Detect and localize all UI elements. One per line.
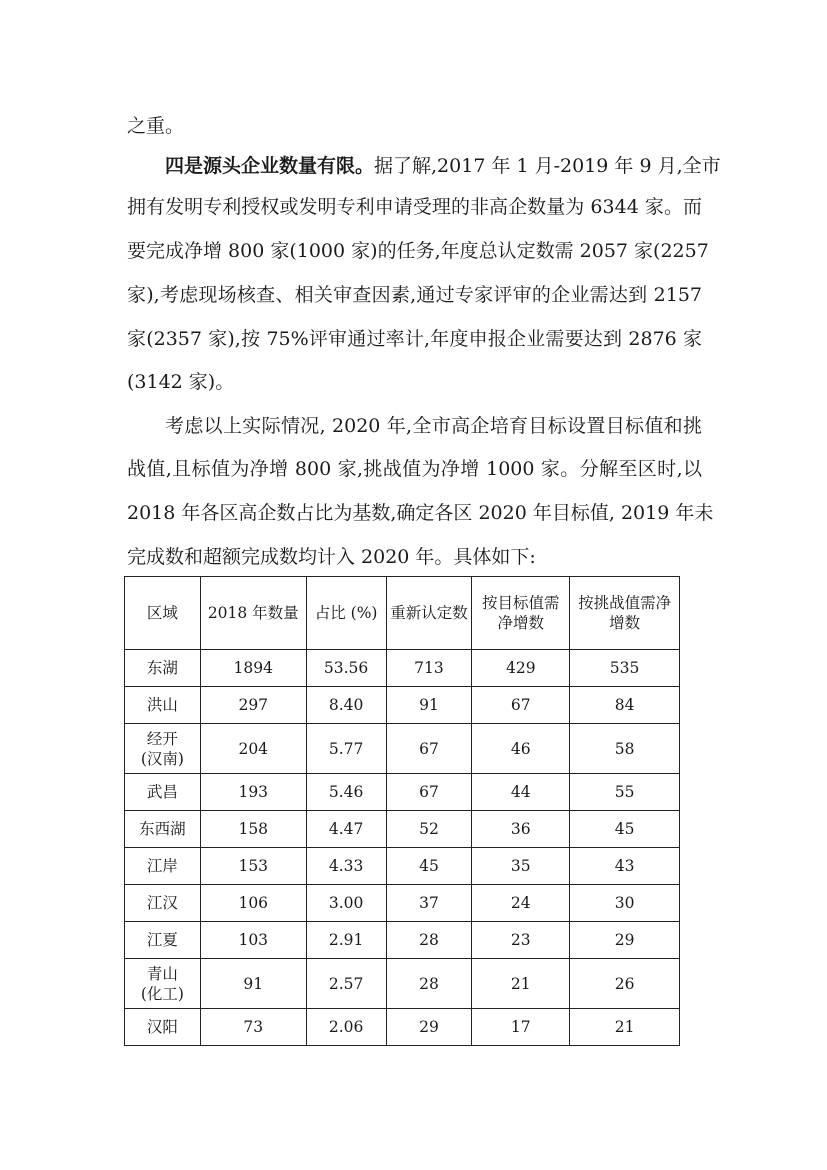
cell-count-2018: 73 bbox=[200, 1009, 306, 1046]
header-challenge bbox=[570, 577, 680, 650]
paragraph-text: 据了解,2017 年 1 月-2019 年 9 月,全市 bbox=[374, 155, 721, 177]
cell-count-2018: 204 bbox=[200, 724, 306, 774]
table-row bbox=[125, 650, 680, 687]
header-count-2018 bbox=[200, 577, 306, 650]
cell-region bbox=[125, 848, 201, 885]
cell-recert: 67 bbox=[386, 774, 472, 811]
cell-count-2018: 153 bbox=[200, 848, 306, 885]
cell-share: 2.91 bbox=[306, 922, 386, 959]
header-share bbox=[306, 577, 386, 650]
cell-share: 5.46 bbox=[306, 774, 386, 811]
cell-target: 23 bbox=[472, 922, 570, 959]
cell-share: 2.57 bbox=[306, 959, 386, 1009]
cell-challenge: 29 bbox=[570, 922, 680, 959]
table-row bbox=[125, 1009, 680, 1046]
cell-share: 2.06 bbox=[306, 1009, 386, 1046]
cell-target: 21 bbox=[472, 959, 570, 1009]
header-line: 净增数 bbox=[497, 614, 545, 632]
table-row bbox=[125, 922, 680, 959]
cell-count-2018: 1894 bbox=[200, 650, 306, 687]
bold-lead: 四是源头企业数量有限。 bbox=[165, 155, 375, 177]
header-line: 增数 bbox=[609, 614, 641, 632]
region-name: (化工) bbox=[140, 984, 184, 1003]
paragraph-line: (3142 家)。 bbox=[127, 371, 235, 393]
cell-region bbox=[125, 811, 201, 848]
paragraph-line: 2018 年各区高企数占比为基数,确定各区 2020 年目标值, 2019 年未 bbox=[127, 502, 714, 524]
cell-challenge: 535 bbox=[570, 650, 680, 687]
paragraph-line: 考虑以上实际情况, 2020 年,全市高企培育目标设置目标值和挑 bbox=[165, 415, 702, 437]
cell-count-2018: 297 bbox=[200, 687, 306, 724]
cell-recert: 91 bbox=[386, 687, 472, 724]
header-target bbox=[472, 577, 570, 650]
cell-count-2018: 193 bbox=[200, 774, 306, 811]
cell-region bbox=[125, 922, 201, 959]
paragraph-line: 家),考虑现场核查、相关审查因素,通过专家评审的企业需达到 2157 bbox=[127, 284, 702, 306]
paragraph-line: 完成数和超额完成数均计入 2020 年。具体如下: bbox=[127, 546, 536, 568]
cell-region bbox=[125, 650, 201, 687]
paragraph-line: 家(2357 家),按 75%评审通过率计,年度申报企业需要达到 2876 家 bbox=[127, 328, 702, 350]
paragraph-line: 拥有发明专利授权或发明专利申请受理的非高企数量为 6344 家。而 bbox=[127, 196, 702, 218]
region-name: 汉阳 bbox=[146, 1018, 178, 1036]
table-row bbox=[125, 885, 680, 922]
district-target-table bbox=[124, 576, 680, 1046]
cell-share: 4.33 bbox=[306, 848, 386, 885]
header-line: 按目标值需 bbox=[482, 594, 560, 612]
header-line: 按挑战值需净 bbox=[578, 594, 672, 612]
table-row bbox=[125, 959, 680, 1009]
cell-region bbox=[125, 687, 201, 724]
cell-count-2018: 91 bbox=[200, 959, 306, 1009]
cell-target: 35 bbox=[472, 848, 570, 885]
cell-recert: 37 bbox=[386, 885, 472, 922]
cell-challenge: 30 bbox=[570, 885, 680, 922]
cell-count-2018: 103 bbox=[200, 922, 306, 959]
header-line: 占比 (%) bbox=[314, 604, 378, 622]
table-row bbox=[125, 774, 680, 811]
cell-share: 4.47 bbox=[306, 811, 386, 848]
cell-target: 46 bbox=[472, 724, 570, 774]
region-name: 经开 bbox=[146, 729, 178, 748]
cell-challenge: 55 bbox=[570, 774, 680, 811]
cell-region bbox=[125, 774, 201, 811]
cell-challenge: 58 bbox=[570, 724, 680, 774]
cell-region bbox=[125, 959, 201, 1009]
table-row bbox=[125, 724, 680, 774]
cell-region bbox=[125, 1009, 201, 1046]
cell-challenge: 21 bbox=[570, 1009, 680, 1046]
cell-recert: 67 bbox=[386, 724, 472, 774]
cell-target: 24 bbox=[472, 885, 570, 922]
cell-challenge: 45 bbox=[570, 811, 680, 848]
cell-recert: 28 bbox=[386, 959, 472, 1009]
cell-target: 17 bbox=[472, 1009, 570, 1046]
cell-recert: 45 bbox=[386, 848, 472, 885]
cell-share: 5.77 bbox=[306, 724, 386, 774]
cell-challenge: 26 bbox=[570, 959, 680, 1009]
cell-region bbox=[125, 724, 201, 774]
table-row bbox=[125, 687, 680, 724]
cell-target: 44 bbox=[472, 774, 570, 811]
cell-region bbox=[125, 885, 201, 922]
paragraph-line: 战值,且标值为净增 800 家,挑战值为净增 1000 家。分解至区时,以 bbox=[127, 458, 702, 480]
paragraph-line: 要完成净增 800 家(1000 家)的任务,年度总认定数需 2057 家(2257 bbox=[127, 240, 709, 262]
cell-recert: 28 bbox=[386, 922, 472, 959]
cell-target: 67 bbox=[472, 687, 570, 724]
region-name: (汉南) bbox=[140, 749, 184, 768]
region-name: 洪山 bbox=[146, 696, 178, 714]
cell-recert: 29 bbox=[386, 1009, 472, 1046]
header-region bbox=[125, 577, 201, 650]
region-name: 武昌 bbox=[146, 783, 178, 801]
cell-share: 53.56 bbox=[306, 650, 386, 687]
region-name: 东湖 bbox=[146, 659, 178, 677]
cell-target: 429 bbox=[472, 650, 570, 687]
table-row bbox=[125, 848, 680, 885]
header-line: 2018 年数量 bbox=[207, 604, 299, 622]
cell-recert: 713 bbox=[386, 650, 472, 687]
cell-count-2018: 158 bbox=[200, 811, 306, 848]
cell-challenge: 84 bbox=[570, 687, 680, 724]
cell-count-2018: 106 bbox=[200, 885, 306, 922]
region-name: 青山 bbox=[146, 964, 178, 983]
cell-challenge: 43 bbox=[570, 848, 680, 885]
paragraph-line bbox=[165, 154, 721, 178]
cell-share: 8.40 bbox=[306, 687, 386, 724]
paragraph-line: 之重。 bbox=[127, 115, 185, 137]
region-name: 江岸 bbox=[146, 857, 178, 875]
table-header-row bbox=[125, 577, 680, 650]
header-line: 重新认定数 bbox=[390, 604, 468, 622]
region-name: 东西湖 bbox=[139, 820, 186, 838]
header-recert bbox=[386, 577, 472, 650]
region-name: 江汉 bbox=[146, 894, 178, 912]
table-row bbox=[125, 811, 680, 848]
header-line: 区域 bbox=[146, 604, 178, 622]
cell-share: 3.00 bbox=[306, 885, 386, 922]
cell-recert: 52 bbox=[386, 811, 472, 848]
cell-target: 36 bbox=[472, 811, 570, 848]
region-name: 江夏 bbox=[146, 931, 178, 949]
